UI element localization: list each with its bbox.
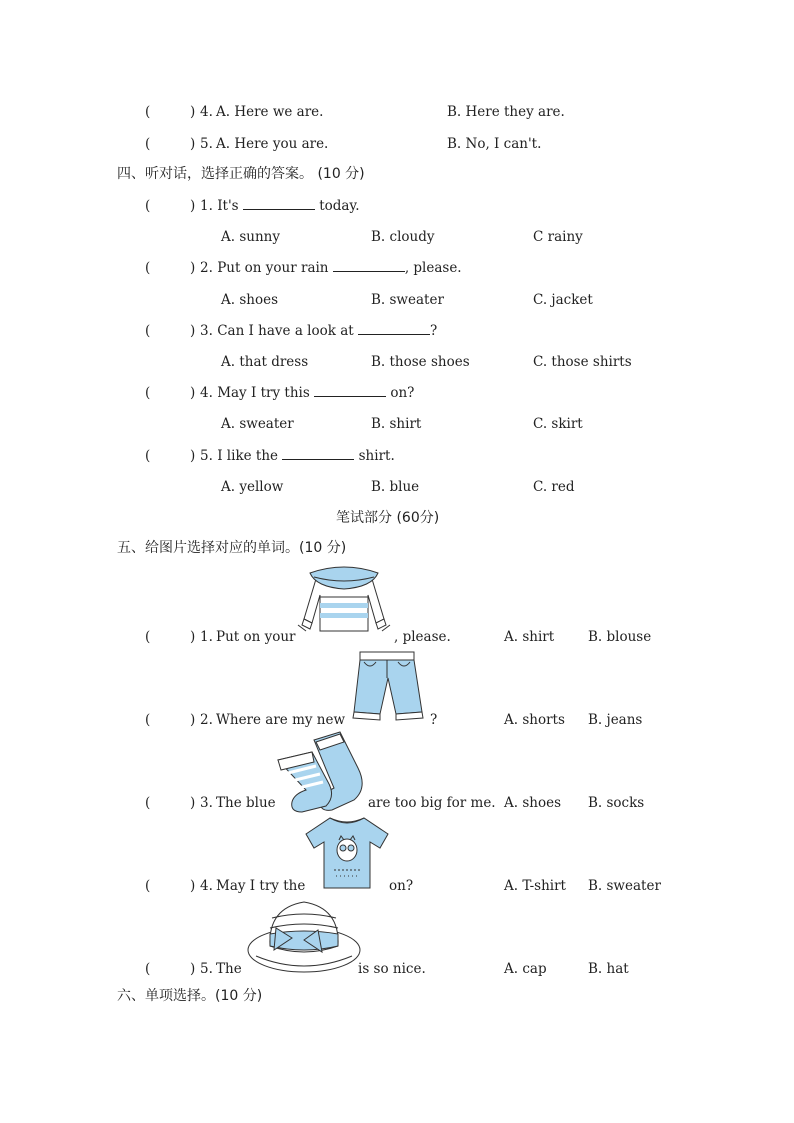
tshirt-image — [304, 814, 390, 892]
option-a: A. sweater — [221, 416, 294, 432]
option-a: A. yellow — [221, 479, 284, 495]
answer-paren-close: ) — [190, 136, 196, 152]
written-part-title: 笔试部分 (60分) — [336, 510, 440, 526]
option-a: A. sunny — [221, 229, 280, 245]
answer-paren-open[interactable]: ( — [145, 260, 151, 276]
question-post: on? — [390, 385, 415, 401]
question-number: 3. — [200, 795, 213, 811]
section4-title: 四、听对话，选择正确的答案。 (10 分) — [117, 166, 365, 182]
answer-paren-open[interactable]: ( — [145, 629, 151, 645]
question-number: 2. — [200, 260, 213, 276]
fill-blank[interactable] — [243, 198, 315, 210]
question-post: on? — [389, 878, 414, 894]
option-a: A. shoes — [221, 292, 278, 308]
answer-paren-open[interactable]: ( — [145, 878, 151, 894]
answer-paren-close: ) — [190, 448, 196, 464]
question-post: , please. — [404, 260, 462, 276]
question-pre: Can I have a look at — [217, 323, 354, 339]
option-c: C. jacket — [533, 292, 593, 308]
question-post: shirt. — [358, 448, 395, 464]
fill-blank[interactable] — [314, 385, 386, 397]
blouse-image — [296, 565, 392, 639]
option-b: B. sweater — [588, 878, 661, 894]
option-a: A. Here we are. — [216, 104, 324, 120]
answer-paren-close: ) — [190, 961, 196, 977]
option-c: C. skirt — [533, 416, 583, 432]
answer-paren-close: ) — [190, 795, 196, 811]
answer-paren-open[interactable]: ( — [145, 385, 151, 401]
question-number: 1. — [200, 629, 213, 645]
option-b: B. No, I can't. — [447, 136, 542, 152]
question-pre: It's — [217, 198, 239, 214]
question-post: ? — [429, 323, 438, 339]
question-text — [200, 198, 360, 214]
question-number: 5. — [200, 961, 213, 977]
question-pre: Put on your — [216, 629, 296, 645]
question-text — [200, 323, 437, 339]
question-number: 4. — [200, 104, 213, 120]
option-b: B. sweater — [371, 292, 444, 308]
option-b: B. Here they are. — [447, 104, 565, 120]
answer-paren-open[interactable]: ( — [145, 448, 151, 464]
question-post: ? — [430, 712, 438, 728]
option-a: A. cap — [504, 961, 547, 977]
question-text — [200, 385, 414, 401]
option-a: A. shoes — [504, 795, 561, 811]
question-number: 4. — [200, 385, 213, 401]
option-c: C. red — [533, 479, 575, 495]
question-post: are too big for me. — [368, 795, 496, 811]
answer-paren-close: ) — [190, 629, 196, 645]
answer-paren-close: ) — [190, 104, 196, 120]
option-b: B. shirt — [371, 416, 422, 432]
answer-paren-open[interactable]: ( — [145, 136, 151, 152]
question-text — [200, 448, 395, 464]
section6-title: 六、单项选择。(10 分) — [117, 988, 263, 1004]
question-post: is so nice. — [358, 961, 426, 977]
answer-paren-close: ) — [190, 385, 196, 401]
section5-title: 五、给图片选择对应的单词。(10 分) — [117, 540, 347, 556]
question-number: 3. — [200, 323, 213, 339]
answer-paren-open[interactable]: ( — [145, 961, 151, 977]
answer-paren-open[interactable]: ( — [145, 104, 151, 120]
answer-paren-close: ) — [190, 323, 196, 339]
question-number: 4. — [200, 878, 213, 894]
question-pre: The blue — [216, 795, 276, 811]
fill-blank[interactable] — [358, 323, 430, 335]
question-pre: May I try the — [216, 878, 306, 894]
answer-paren-open[interactable]: ( — [145, 712, 151, 728]
option-a: A. shorts — [504, 712, 565, 728]
answer-paren-close: ) — [190, 712, 196, 728]
option-b: B. those shoes — [371, 354, 470, 370]
option-a: A. T-shirt — [504, 878, 566, 894]
option-b: B. blue — [371, 479, 420, 495]
question-number: 2. — [200, 712, 213, 728]
option-b: B. jeans — [588, 712, 643, 728]
answer-paren-close: ) — [190, 198, 196, 214]
question-text — [200, 260, 462, 276]
answer-paren-close: ) — [190, 260, 196, 276]
option-c: C rainy — [533, 229, 583, 245]
option-a: A. Here you are. — [216, 136, 329, 152]
question-pre: May I try this — [217, 385, 310, 401]
fill-blank[interactable] — [282, 448, 354, 460]
shorts-image — [350, 650, 426, 722]
answer-paren-close: ) — [190, 878, 196, 894]
answer-paren-open[interactable]: ( — [145, 795, 151, 811]
option-a: A. shirt — [504, 629, 555, 645]
option-a: A. that dress — [221, 354, 309, 370]
question-number: 5. — [200, 136, 213, 152]
answer-paren-open[interactable]: ( — [145, 323, 151, 339]
fill-blank[interactable] — [333, 260, 405, 272]
socks-image — [276, 730, 370, 814]
question-pre: Where are my new — [216, 712, 346, 728]
question-pre: The — [216, 961, 242, 977]
question-number: 5. — [200, 448, 213, 464]
question-pre: Put on your rain — [217, 260, 329, 276]
answer-paren-open[interactable]: ( — [145, 198, 151, 214]
option-b: B. blouse — [588, 629, 652, 645]
question-post: , please. — [394, 629, 451, 645]
option-b: B. cloudy — [371, 229, 435, 245]
option-b: B. hat — [588, 961, 629, 977]
question-pre: I like the — [217, 448, 279, 464]
option-c: C. those shirts — [533, 354, 632, 370]
question-number: 1. — [200, 198, 213, 214]
option-b: B. socks — [588, 795, 645, 811]
hat-image — [246, 898, 362, 976]
question-post: today. — [319, 198, 360, 214]
